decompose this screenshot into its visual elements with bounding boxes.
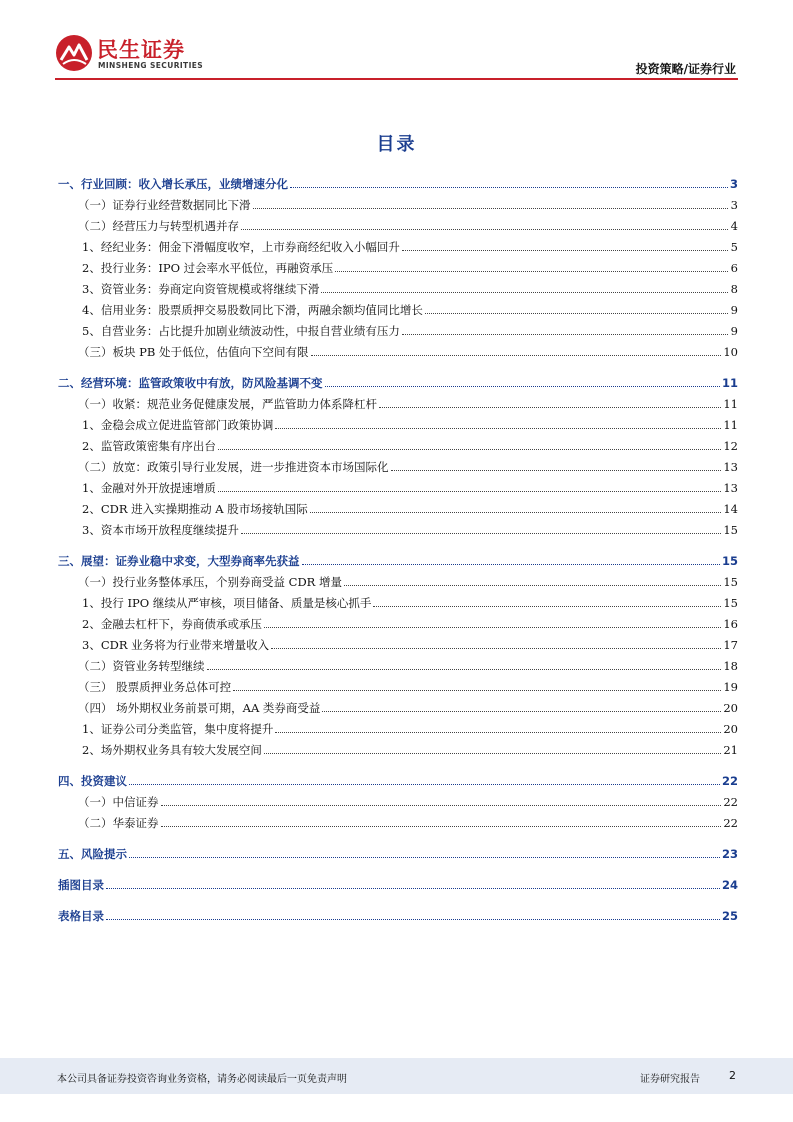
toc-entry-label[interactable]: 2、监管政策密集有序出台 bbox=[82, 439, 216, 453]
toc-entry[interactable] bbox=[58, 547, 738, 568]
toc-entry[interactable] bbox=[58, 369, 738, 390]
toc-entry[interactable] bbox=[58, 809, 738, 830]
toc-dot-leader bbox=[161, 826, 722, 827]
toc-dot-leader bbox=[233, 690, 721, 691]
toc-entry-page[interactable]: 12 bbox=[723, 439, 738, 453]
toc-entry-label[interactable]: （一）投行业务整体承压，个别券商受益 CDR 增量 bbox=[78, 575, 342, 589]
toc-entry-label[interactable]: （一）收紧：规范业务促健康发展，严监管助力体系降杠杆 bbox=[78, 397, 377, 411]
toc-dot-leader bbox=[264, 753, 722, 754]
toc-entry[interactable] bbox=[58, 170, 738, 191]
toc-dot-leader bbox=[207, 669, 722, 670]
toc-entry[interactable] bbox=[58, 317, 738, 338]
toc-entry-page[interactable]: 22 bbox=[723, 816, 738, 830]
toc-dot-leader bbox=[322, 711, 721, 712]
toc-dot-leader bbox=[129, 784, 720, 785]
toc-dot-leader bbox=[290, 187, 728, 188]
toc-dot-leader bbox=[218, 491, 722, 492]
toc-dot-leader bbox=[391, 470, 722, 471]
toc-entry-page[interactable]: 15 bbox=[723, 575, 738, 589]
toc-title: 目录 bbox=[376, 134, 417, 155]
logo-text-cn: 民生证券 bbox=[97, 38, 185, 62]
toc-dot-leader bbox=[302, 564, 720, 565]
toc-dot-leader bbox=[425, 313, 728, 314]
toc-entry[interactable] bbox=[58, 212, 738, 233]
toc-entry-page[interactable]: 3 bbox=[729, 177, 738, 191]
toc-entry[interactable] bbox=[58, 411, 738, 432]
toc-entry[interactable] bbox=[58, 516, 738, 537]
toc-entry-label[interactable]: 1、投行 IPO 继续从严审核，项目储备、质量是核心抓手 bbox=[82, 596, 372, 610]
toc-dot-leader bbox=[253, 208, 729, 209]
toc-entry[interactable] bbox=[58, 568, 738, 589]
toc-dot-leader bbox=[402, 334, 728, 335]
footer-doc-type: 证券研究报告 bbox=[640, 1074, 700, 1085]
toc-entry-label[interactable]: 二、经营环境：监管政策收中有放，防风险基调不变 bbox=[58, 376, 323, 390]
toc-dot-leader bbox=[106, 888, 720, 889]
header-divider bbox=[55, 78, 738, 80]
toc-entry-page[interactable]: 24 bbox=[721, 878, 738, 892]
toc-entry-label[interactable]: 五、风险提示 bbox=[58, 847, 127, 861]
toc-entry-page[interactable]: 22 bbox=[723, 795, 738, 809]
toc-entry[interactable] bbox=[58, 254, 738, 275]
toc-entry[interactable] bbox=[58, 495, 738, 516]
toc-entry[interactable] bbox=[58, 631, 738, 652]
toc-entry[interactable] bbox=[58, 474, 738, 495]
toc-dot-leader bbox=[129, 857, 720, 858]
toc-dot-leader bbox=[275, 732, 721, 733]
toc-dot-leader bbox=[241, 533, 722, 534]
page-number: 2 bbox=[729, 1069, 736, 1082]
toc-dot-leader bbox=[106, 919, 720, 920]
toc-entry-label[interactable]: 3、资管业务：券商定向资管规模或将继续下滑 bbox=[82, 282, 320, 296]
toc-entry-page[interactable]: 13 bbox=[723, 460, 738, 474]
toc-entry[interactable] bbox=[58, 902, 738, 923]
toc-entry-label[interactable]: （一）证券行业经营数据同比下滑 bbox=[78, 198, 251, 212]
toc-entry[interactable] bbox=[58, 715, 738, 736]
toc-entry[interactable] bbox=[58, 453, 738, 474]
toc-entry-page[interactable]: 10 bbox=[723, 345, 738, 359]
toc-entry[interactable] bbox=[58, 736, 738, 757]
toc-entry[interactable] bbox=[58, 233, 738, 254]
toc-entry-page[interactable]: 22 bbox=[721, 774, 738, 788]
toc-entry[interactable] bbox=[58, 191, 738, 212]
toc-entry-label[interactable]: （二）资管业务转型继续 bbox=[78, 659, 205, 673]
toc-entry-label[interactable]: 表格目录 bbox=[58, 909, 104, 923]
toc-entry-page[interactable]: 15 bbox=[721, 554, 738, 568]
toc-entry-label[interactable]: 3、CDR 业务将为行业带来增量收入 bbox=[82, 638, 270, 652]
toc-entry-label[interactable]: 3、资本市场开放程度继续提升 bbox=[82, 523, 239, 537]
toc-entry-page[interactable]: 11 bbox=[723, 397, 738, 411]
toc-entry[interactable] bbox=[58, 432, 738, 453]
toc-entry-label[interactable]: 2、投行业务：IPO 过会率水平低位，再融资承压 bbox=[82, 261, 334, 275]
toc-entry-label[interactable]: （一）中信证券 bbox=[78, 795, 159, 809]
toc-entry-page[interactable]: 8 bbox=[730, 282, 738, 296]
toc-entry-page[interactable]: 9 bbox=[730, 303, 738, 317]
toc-entry-label[interactable]: 5、自营业务：占比提升加剧业绩波动性，中报自营业绩有压力 bbox=[82, 324, 400, 338]
toc-entry-label[interactable]: （三）板块 PB 处于低位，估值向下空间有限 bbox=[78, 345, 309, 359]
toc-entry[interactable] bbox=[58, 788, 738, 809]
toc-dot-leader bbox=[241, 229, 728, 230]
toc-dot-leader bbox=[335, 271, 728, 272]
toc-entry-page[interactable]: 17 bbox=[723, 638, 738, 652]
toc-entry-page[interactable]: 9 bbox=[730, 324, 738, 338]
toc-entry-page[interactable]: 11 bbox=[723, 418, 738, 432]
toc-entry-page[interactable]: 21 bbox=[723, 743, 738, 757]
toc-entry[interactable] bbox=[58, 610, 738, 631]
toc-entry-page[interactable]: 6 bbox=[730, 261, 738, 275]
toc-entry-label[interactable]: 1、证券公司分类监管，集中度将提升 bbox=[82, 722, 274, 736]
logo-text-en: MINSHENG SECURITIES bbox=[98, 61, 204, 70]
toc-entry-page[interactable]: 23 bbox=[721, 847, 738, 861]
page-header bbox=[0, 0, 793, 80]
toc-entry[interactable] bbox=[58, 767, 738, 788]
toc-dot-leader bbox=[344, 585, 721, 586]
toc-entry[interactable] bbox=[58, 589, 738, 610]
toc-dot-leader bbox=[271, 648, 721, 649]
toc-entry-page[interactable]: 18 bbox=[723, 659, 738, 673]
toc-entry-page[interactable]: 13 bbox=[723, 481, 738, 495]
toc-entry-label[interactable]: 2、CDR 进入实操期推动 A 股市场接轨国际 bbox=[82, 502, 308, 516]
toc-entry-label[interactable]: 1、经纪业务：佣金下滑幅度收窄，上市券商经纪收入小幅回升 bbox=[82, 240, 400, 254]
toc-dot-leader bbox=[321, 292, 728, 293]
toc-entry-page[interactable]: 25 bbox=[721, 909, 738, 923]
toc-entry[interactable] bbox=[58, 338, 738, 359]
toc-entry-label[interactable]: 插图目录 bbox=[58, 878, 104, 892]
report-category: 投资策略/证券行业 bbox=[635, 62, 736, 76]
toc-dot-leader bbox=[379, 407, 721, 408]
company-logo bbox=[55, 30, 245, 76]
toc-dot-leader bbox=[325, 386, 720, 387]
toc-entry[interactable] bbox=[58, 673, 738, 694]
toc-entry[interactable] bbox=[58, 840, 738, 861]
toc-entry-label[interactable]: 一、行业回顾：收入增长承压，业绩增速分化 bbox=[58, 177, 288, 191]
toc-entry-label[interactable]: （三） 股票质押业务总体可控 bbox=[78, 680, 232, 694]
minsheng-logo-icon bbox=[55, 34, 93, 72]
toc-entry-page[interactable]: 14 bbox=[723, 502, 738, 516]
toc-entry-label[interactable]: （二）放宽：政策引导行业发展，进一步推进资本市场国际化 bbox=[78, 460, 389, 474]
toc-dot-leader bbox=[402, 250, 728, 251]
toc-entry-label[interactable]: （二）经营压力与转型机遇并存 bbox=[78, 219, 239, 233]
toc-entry-page[interactable]: 15 bbox=[723, 596, 738, 610]
toc-entry[interactable] bbox=[58, 296, 738, 317]
toc-entry-page[interactable]: 15 bbox=[723, 523, 738, 537]
toc-entry-page[interactable]: 11 bbox=[721, 376, 738, 390]
toc-dot-leader bbox=[373, 606, 721, 607]
toc-entry-page[interactable]: 4 bbox=[730, 219, 738, 233]
toc-entry-label[interactable]: 2、场外期权业务具有较大发展空间 bbox=[82, 743, 262, 757]
toc-entry[interactable] bbox=[58, 871, 738, 892]
toc-entry-label[interactable]: （四） 场外期权业务前景可期，AA 类券商受益 bbox=[78, 701, 321, 715]
toc-entry-page[interactable]: 19 bbox=[723, 680, 738, 694]
toc-entry-page[interactable]: 5 bbox=[730, 240, 738, 254]
toc-entry[interactable] bbox=[58, 390, 738, 411]
toc-entry[interactable] bbox=[58, 275, 738, 296]
toc-dot-leader bbox=[264, 627, 722, 628]
toc-entry-label[interactable]: （二）华泰证券 bbox=[78, 816, 159, 830]
toc-dot-leader bbox=[218, 449, 722, 450]
toc-entry-page[interactable]: 16 bbox=[723, 617, 738, 631]
toc-entry-page[interactable]: 20 bbox=[723, 722, 738, 736]
footer-disclaimer: 本公司具备证券投资咨询业务资格，请务必阅读最后一页免责声明 bbox=[57, 1074, 347, 1085]
toc-entry-label[interactable]: 1、金稳会成立促进监管部门政策协调 bbox=[82, 418, 274, 432]
toc-entry[interactable] bbox=[58, 694, 738, 715]
toc-entry-label[interactable]: 4、信用业务：股票质押交易股数同比下滑，两融余额均值同比增长 bbox=[82, 303, 423, 317]
toc-entry-label[interactable]: 四、投资建议 bbox=[58, 774, 127, 788]
toc-entry-label[interactable]: 1、金融对外开放提速增质 bbox=[82, 481, 216, 495]
toc-dot-leader bbox=[275, 428, 721, 429]
table-of-contents bbox=[58, 170, 738, 923]
toc-entry-page[interactable]: 20 bbox=[723, 701, 738, 715]
toc-dot-leader bbox=[311, 355, 722, 356]
toc-dot-leader bbox=[310, 512, 722, 513]
toc-entry[interactable] bbox=[58, 652, 738, 673]
toc-dot-leader bbox=[161, 805, 722, 806]
toc-entry-page[interactable]: 3 bbox=[730, 198, 738, 212]
toc-entry-label[interactable]: 2、金融去杠杆下，券商债承或承压 bbox=[82, 617, 262, 631]
toc-entry-label[interactable]: 三、展望：证券业稳中求变，大型券商率先获益 bbox=[58, 554, 300, 568]
